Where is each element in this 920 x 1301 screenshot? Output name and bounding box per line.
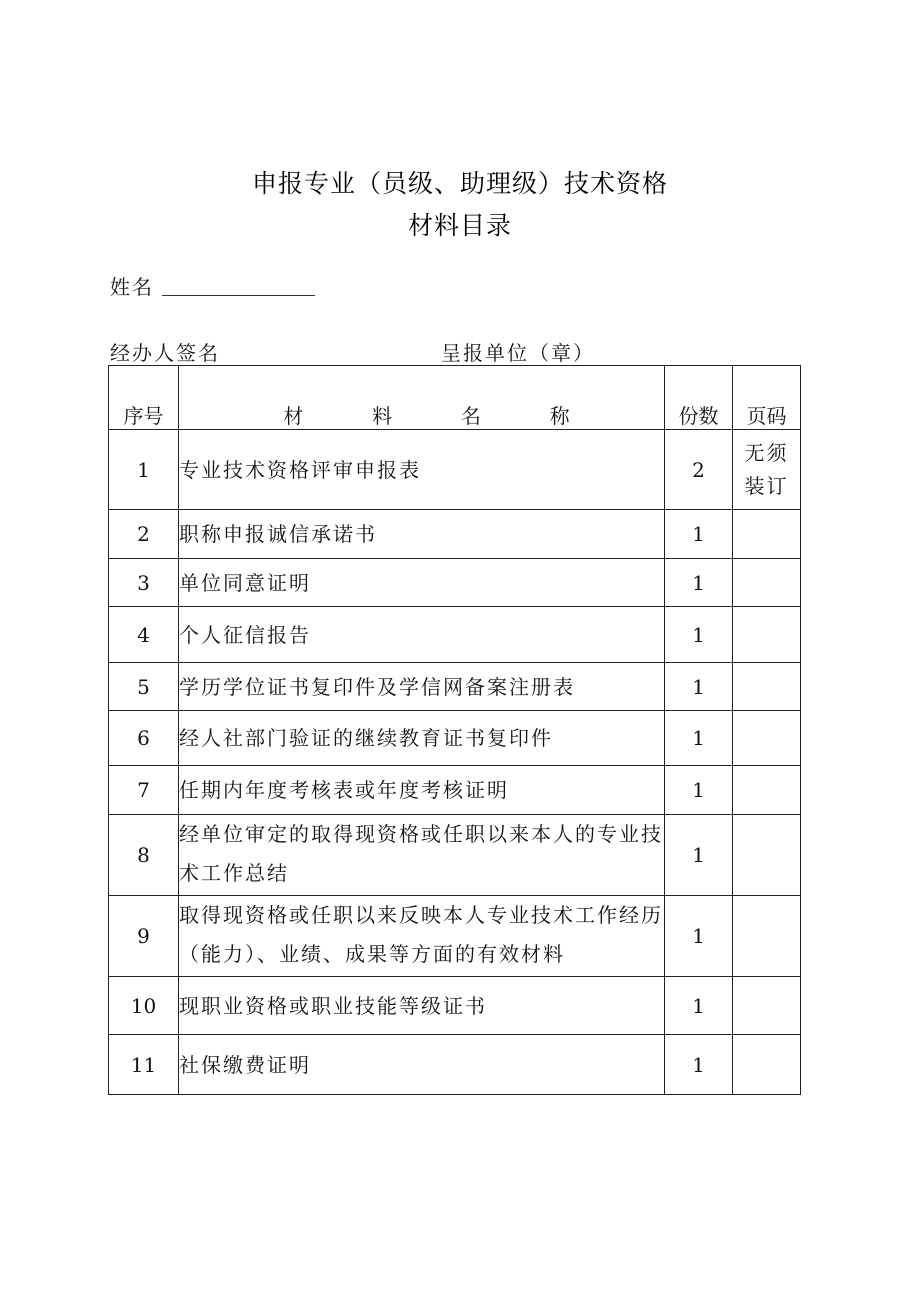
row-material-name xyxy=(179,896,665,977)
row-page xyxy=(733,430,801,510)
table-row xyxy=(109,766,801,815)
row-no: 8 xyxy=(109,815,179,896)
row-copies: 1 xyxy=(665,510,733,559)
header-page: 页码 xyxy=(733,366,801,430)
table-row xyxy=(109,1035,801,1095)
row-material-name: 社保缴费证明 xyxy=(179,1035,665,1095)
header-name-char: 称 xyxy=(549,404,570,428)
header-name-char: 材 xyxy=(283,404,304,428)
row-page xyxy=(733,663,801,711)
row-no: 6 xyxy=(109,711,179,766)
row-material-name: 职称申报诚信承诺书 xyxy=(179,510,665,559)
table-row xyxy=(109,607,801,663)
name-blank-line xyxy=(162,295,315,296)
table-header-row xyxy=(109,366,801,430)
row-page xyxy=(733,1035,801,1095)
row-material-name: 学历学位证书复印件及学信网备案注册表 xyxy=(179,663,665,711)
row-copies: 1 xyxy=(665,977,733,1035)
name-label: 姓名 xyxy=(110,275,154,299)
row-material-name: 现职业资格或职业技能等级证书 xyxy=(179,977,665,1035)
row-material-name: 任期内年度考核表或年度考核证明 xyxy=(179,766,665,815)
row-copies: 2 xyxy=(665,430,733,510)
row-page xyxy=(733,510,801,559)
row-page xyxy=(733,815,801,896)
row-no: 1 xyxy=(109,430,179,510)
row-copies: 1 xyxy=(665,559,733,607)
page-note-line1: 无须 xyxy=(744,440,789,465)
submitting-unit-label: 呈报单位（章） xyxy=(441,341,595,365)
header-no: 序号 xyxy=(109,366,179,430)
header-name-char: 名 xyxy=(460,404,481,428)
table-row xyxy=(109,896,801,977)
row-no: 10 xyxy=(109,977,179,1035)
row-copies: 1 xyxy=(665,711,733,766)
row-no: 4 xyxy=(109,607,179,663)
row-page xyxy=(733,896,801,977)
materials-table xyxy=(108,365,801,1095)
table-row xyxy=(109,510,801,559)
table-row xyxy=(109,815,801,896)
row-copies: 1 xyxy=(665,1035,733,1095)
row-no: 9 xyxy=(109,896,179,977)
document-subtitle: 材料目录 xyxy=(407,211,512,240)
row-material-name xyxy=(179,815,665,896)
row-copies: 1 xyxy=(665,766,733,815)
row-copies: 1 xyxy=(665,815,733,896)
row-page xyxy=(733,766,801,815)
handler-signature-label: 经办人签名 xyxy=(110,341,220,365)
row-material-name-text: 经单位审定的取得现资格或任职以来本人的专业技术工作总结 xyxy=(179,822,663,885)
table-row xyxy=(109,430,801,510)
row-material-name: 经人社部门验证的继续教育证书复印件 xyxy=(179,711,665,766)
row-material-name: 专业技术资格评审申报表 xyxy=(179,430,665,510)
document-title: 申报专业（员级、助理级）技术资格 xyxy=(251,169,668,198)
table-row xyxy=(109,711,801,766)
table-row xyxy=(109,663,801,711)
row-page xyxy=(733,559,801,607)
row-copies: 1 xyxy=(665,607,733,663)
row-material-name-text: 取得现资格或任职以来反映本人专业技术工作经历（能力）、业绩、成果等方面的有效材料 xyxy=(179,903,663,966)
header-material-name xyxy=(179,366,665,430)
row-page xyxy=(733,607,801,663)
header-copies: 份数 xyxy=(665,366,733,430)
row-no: 3 xyxy=(109,559,179,607)
row-copies: 1 xyxy=(665,663,733,711)
row-no: 7 xyxy=(109,766,179,815)
row-no: 2 xyxy=(109,510,179,559)
table-row xyxy=(109,559,801,607)
row-no: 11 xyxy=(109,1035,179,1095)
table-row xyxy=(109,977,801,1035)
row-material-name: 单位同意证明 xyxy=(179,559,665,607)
row-page xyxy=(733,711,801,766)
header-name-char: 料 xyxy=(372,404,393,428)
row-no: 5 xyxy=(109,663,179,711)
row-copies: 1 xyxy=(665,896,733,977)
row-material-name: 个人征信报告 xyxy=(179,607,665,663)
row-page xyxy=(733,977,801,1035)
page-note-line2: 装订 xyxy=(744,473,789,498)
